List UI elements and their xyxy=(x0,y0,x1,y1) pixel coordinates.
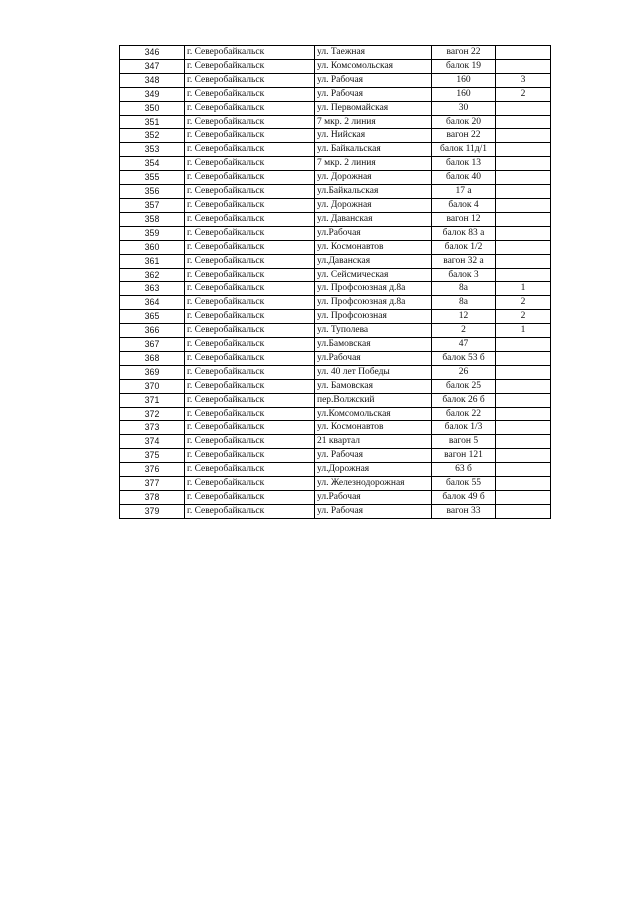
table-row xyxy=(120,87,551,101)
city-cell: г. Северобайкальск xyxy=(185,351,315,365)
city-cell: г. Северобайкальск xyxy=(185,379,315,393)
house-cell: вагон 22 xyxy=(432,129,496,143)
apartment-cell xyxy=(496,143,551,157)
house-cell: балок 20 xyxy=(432,115,496,129)
apartment-cell xyxy=(496,477,551,491)
table-row xyxy=(120,46,551,60)
row-number: 364 xyxy=(120,296,185,310)
apartment-cell xyxy=(496,351,551,365)
row-number: 352 xyxy=(120,129,185,143)
house-cell: вагон 121 xyxy=(432,449,496,463)
table-row xyxy=(120,101,551,115)
house-cell: балок 26 б xyxy=(432,393,496,407)
table-row xyxy=(120,421,551,435)
table-row xyxy=(120,324,551,338)
street-cell: ул. Комсомольская xyxy=(315,59,432,73)
street-cell: 7 мкр. 2 линия xyxy=(315,157,432,171)
street-cell: ул. Даванская xyxy=(315,212,432,226)
street-cell: ул.Бамовская xyxy=(315,338,432,352)
row-number: 363 xyxy=(120,282,185,296)
table-row xyxy=(120,240,551,254)
house-cell: 160 xyxy=(432,73,496,87)
street-cell: ул. Дорожная xyxy=(315,198,432,212)
apartment-cell xyxy=(496,46,551,60)
apartment-cell xyxy=(496,185,551,199)
house-cell: 30 xyxy=(432,101,496,115)
house-cell: балок 19 xyxy=(432,59,496,73)
apartment-cell: 2 xyxy=(496,310,551,324)
row-number: 361 xyxy=(120,254,185,268)
street-cell: ул. Рабочая xyxy=(315,449,432,463)
house-cell: балок 13 xyxy=(432,157,496,171)
city-cell: г. Северобайкальск xyxy=(185,59,315,73)
row-number: 349 xyxy=(120,87,185,101)
city-cell: г. Северобайкальск xyxy=(185,449,315,463)
city-cell: г. Северобайкальск xyxy=(185,393,315,407)
apartment-cell: 2 xyxy=(496,296,551,310)
apartment-cell xyxy=(496,504,551,518)
row-number: 378 xyxy=(120,491,185,505)
house-cell: балок 53 б xyxy=(432,351,496,365)
row-number: 373 xyxy=(120,421,185,435)
row-number: 362 xyxy=(120,268,185,282)
house-cell: балок 4 xyxy=(432,198,496,212)
house-cell: вагон 5 xyxy=(432,435,496,449)
city-cell: г. Северобайкальск xyxy=(185,365,315,379)
row-number: 379 xyxy=(120,504,185,518)
house-cell: балок 55 xyxy=(432,477,496,491)
table-row xyxy=(120,338,551,352)
row-number: 371 xyxy=(120,393,185,407)
street-cell: ул.Дорожная xyxy=(315,463,432,477)
table-row xyxy=(120,115,551,129)
row-number: 359 xyxy=(120,226,185,240)
street-cell: ул. Сейсмическая xyxy=(315,268,432,282)
table-row xyxy=(120,226,551,240)
table-row xyxy=(120,310,551,324)
apartment-cell xyxy=(496,463,551,477)
street-cell: ул. Первомайская xyxy=(315,101,432,115)
house-cell: вагон 32 а xyxy=(432,254,496,268)
street-cell: ул.Комсомольская xyxy=(315,407,432,421)
table-row xyxy=(120,157,551,171)
house-cell: балок 22 xyxy=(432,407,496,421)
city-cell: г. Северобайкальск xyxy=(185,310,315,324)
table-row xyxy=(120,73,551,87)
city-cell: г. Северобайкальск xyxy=(185,212,315,226)
table-row xyxy=(120,171,551,185)
table-row xyxy=(120,477,551,491)
row-number: 368 xyxy=(120,351,185,365)
table-row xyxy=(120,296,551,310)
row-number: 369 xyxy=(120,365,185,379)
address-table-body xyxy=(120,46,551,519)
table-row xyxy=(120,212,551,226)
table-row xyxy=(120,435,551,449)
table-row xyxy=(120,282,551,296)
city-cell: г. Северобайкальск xyxy=(185,171,315,185)
row-number: 354 xyxy=(120,157,185,171)
address-table xyxy=(119,45,551,519)
apartment-cell: 3 xyxy=(496,73,551,87)
street-cell: ул.Рабочая xyxy=(315,226,432,240)
house-cell: балок 49 б xyxy=(432,491,496,505)
city-cell: г. Северобайкальск xyxy=(185,226,315,240)
row-number: 375 xyxy=(120,449,185,463)
row-number: 355 xyxy=(120,171,185,185)
table-row xyxy=(120,449,551,463)
city-cell: г. Северобайкальск xyxy=(185,296,315,310)
street-cell: ул.Рабочая xyxy=(315,491,432,505)
city-cell: г. Северобайкальск xyxy=(185,115,315,129)
apartment-cell: 1 xyxy=(496,282,551,296)
apartment-cell xyxy=(496,59,551,73)
city-cell: г. Северобайкальск xyxy=(185,421,315,435)
table-row xyxy=(120,59,551,73)
row-number: 350 xyxy=(120,101,185,115)
row-number: 376 xyxy=(120,463,185,477)
apartment-cell xyxy=(496,435,551,449)
city-cell: г. Северобайкальск xyxy=(185,198,315,212)
row-number: 370 xyxy=(120,379,185,393)
city-cell: г. Северобайкальск xyxy=(185,282,315,296)
apartment-cell xyxy=(496,212,551,226)
house-cell: балок 3 xyxy=(432,268,496,282)
house-cell: 8а xyxy=(432,296,496,310)
street-cell: пер.Волжский xyxy=(315,393,432,407)
row-number: 353 xyxy=(120,143,185,157)
street-cell: ул. Байкальская xyxy=(315,143,432,157)
table-row xyxy=(120,393,551,407)
street-cell: ул. Рабочая xyxy=(315,73,432,87)
table-row xyxy=(120,254,551,268)
city-cell: г. Северобайкальск xyxy=(185,46,315,60)
city-cell: г. Северобайкальск xyxy=(185,240,315,254)
table-row xyxy=(120,185,551,199)
apartment-cell xyxy=(496,157,551,171)
city-cell: г. Северобайкальск xyxy=(185,101,315,115)
row-number: 348 xyxy=(120,73,185,87)
table-row xyxy=(120,504,551,518)
street-cell: ул. Рабочая xyxy=(315,87,432,101)
table-row xyxy=(120,129,551,143)
row-number: 351 xyxy=(120,115,185,129)
apartment-cell xyxy=(496,365,551,379)
street-cell: 21 квартал xyxy=(315,435,432,449)
apartment-cell xyxy=(496,338,551,352)
row-number: 365 xyxy=(120,310,185,324)
row-number: 366 xyxy=(120,324,185,338)
street-cell: ул. Железнодорожная xyxy=(315,477,432,491)
city-cell: г. Северобайкальск xyxy=(185,491,315,505)
city-cell: г. Северобайкальск xyxy=(185,324,315,338)
house-cell: вагон 22 xyxy=(432,46,496,60)
apartment-cell xyxy=(496,449,551,463)
house-cell: балок 1/3 xyxy=(432,421,496,435)
table-row xyxy=(120,268,551,282)
house-cell: балок 40 xyxy=(432,171,496,185)
street-cell: ул. Нийская xyxy=(315,129,432,143)
row-number: 356 xyxy=(120,185,185,199)
row-number: 360 xyxy=(120,240,185,254)
city-cell: г. Северобайкальск xyxy=(185,504,315,518)
house-cell: 2 xyxy=(432,324,496,338)
house-cell: балок 11д/1 xyxy=(432,143,496,157)
apartment-cell xyxy=(496,268,551,282)
row-number: 346 xyxy=(120,46,185,60)
street-cell: ул. Профсоюзная xyxy=(315,310,432,324)
house-cell: 47 xyxy=(432,338,496,352)
house-cell: 26 xyxy=(432,365,496,379)
apartment-cell xyxy=(496,421,551,435)
table-row xyxy=(120,463,551,477)
apartment-cell xyxy=(496,240,551,254)
table-row xyxy=(120,491,551,505)
city-cell: г. Северобайкальск xyxy=(185,73,315,87)
table-row xyxy=(120,198,551,212)
city-cell: г. Северобайкальск xyxy=(185,407,315,421)
table-row xyxy=(120,143,551,157)
apartment-cell xyxy=(496,171,551,185)
apartment-cell xyxy=(496,115,551,129)
apartment-cell xyxy=(496,491,551,505)
street-cell: ул. Профсоюзная д.8а xyxy=(315,282,432,296)
street-cell: 7 мкр. 2 линия xyxy=(315,115,432,129)
city-cell: г. Северобайкальск xyxy=(185,435,315,449)
apartment-cell: 2 xyxy=(496,87,551,101)
city-cell: г. Северобайкальск xyxy=(185,157,315,171)
house-cell: 63 б xyxy=(432,463,496,477)
row-number: 358 xyxy=(120,212,185,226)
house-cell: 12 xyxy=(432,310,496,324)
house-cell: балок 83 а xyxy=(432,226,496,240)
city-cell: г. Северобайкальск xyxy=(185,268,315,282)
apartment-cell xyxy=(496,407,551,421)
city-cell: г. Северобайкальск xyxy=(185,87,315,101)
house-cell: 160 xyxy=(432,87,496,101)
city-cell: г. Северобайкальск xyxy=(185,254,315,268)
apartment-cell xyxy=(496,254,551,268)
street-cell: ул.Даванская xyxy=(315,254,432,268)
table-row xyxy=(120,407,551,421)
apartment-cell xyxy=(496,379,551,393)
row-number: 374 xyxy=(120,435,185,449)
row-number: 347 xyxy=(120,59,185,73)
house-cell: вагон 12 xyxy=(432,212,496,226)
apartment-cell: 1 xyxy=(496,324,551,338)
street-cell: ул. Космонавтов xyxy=(315,240,432,254)
street-cell: ул. Космонавтов xyxy=(315,421,432,435)
city-cell: г. Северобайкальск xyxy=(185,463,315,477)
house-cell: 17 а xyxy=(432,185,496,199)
apartment-cell xyxy=(496,101,551,115)
street-cell: ул. Бамовская xyxy=(315,379,432,393)
house-cell: вагон 33 xyxy=(432,504,496,518)
row-number: 377 xyxy=(120,477,185,491)
house-cell: 8а xyxy=(432,282,496,296)
street-cell: ул. Таежная xyxy=(315,46,432,60)
row-number: 372 xyxy=(120,407,185,421)
street-cell: ул. Туполева xyxy=(315,324,432,338)
street-cell: ул. Рабочая xyxy=(315,504,432,518)
city-cell: г. Северобайкальск xyxy=(185,477,315,491)
row-number: 367 xyxy=(120,338,185,352)
city-cell: г. Северобайкальск xyxy=(185,129,315,143)
apartment-cell xyxy=(496,393,551,407)
table-row xyxy=(120,351,551,365)
apartment-cell xyxy=(496,226,551,240)
apartment-cell xyxy=(496,198,551,212)
apartment-cell xyxy=(496,129,551,143)
street-cell: ул. 40 лет Победы xyxy=(315,365,432,379)
house-cell: балок 25 xyxy=(432,379,496,393)
table-row xyxy=(120,379,551,393)
street-cell: ул. Дорожная xyxy=(315,171,432,185)
street-cell: ул.Рабочая xyxy=(315,351,432,365)
city-cell: г. Северобайкальск xyxy=(185,143,315,157)
street-cell: ул.Байкальская xyxy=(315,185,432,199)
street-cell: ул. Профсоюзная д.8а xyxy=(315,296,432,310)
house-cell: балок 1/2 xyxy=(432,240,496,254)
row-number: 357 xyxy=(120,198,185,212)
table-row xyxy=(120,365,551,379)
city-cell: г. Северобайкальск xyxy=(185,338,315,352)
city-cell: г. Северобайкальск xyxy=(185,185,315,199)
